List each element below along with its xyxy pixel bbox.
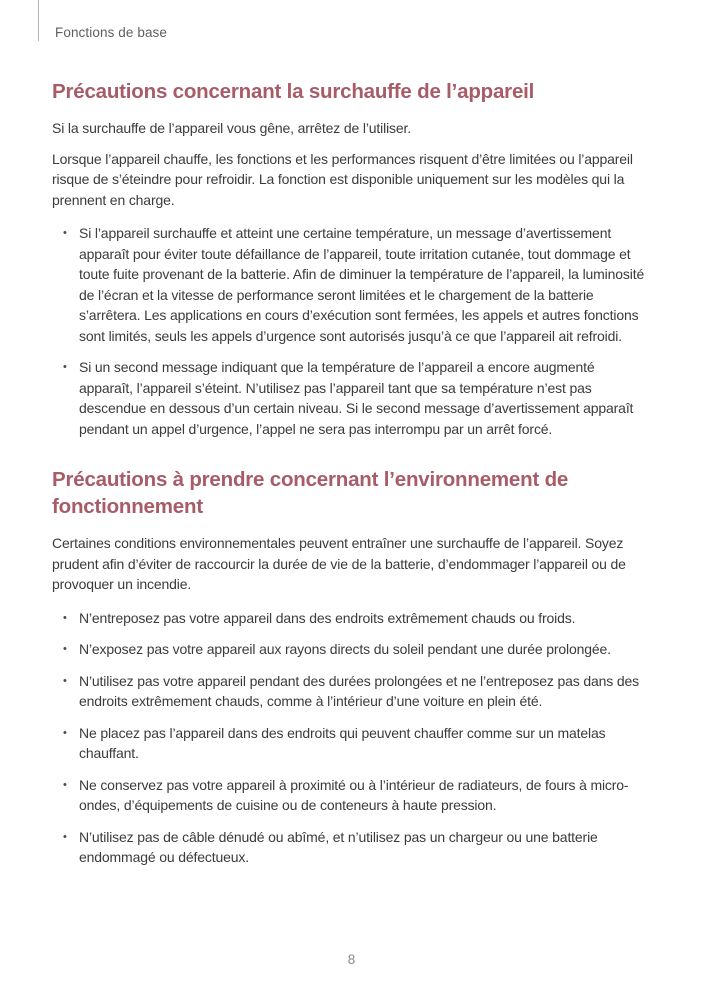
paragraph: Certaines conditions environnementales peuvent entraîner une surchauffe de l’appareil. Soyez prudent afin d’éviter de raccourcir la durée de vie de la batterie, d’endommager l’appareil ou de provoquer un incendie. bbox=[52, 535, 626, 592]
bullet-list-overheating bbox=[52, 223, 652, 439]
paragraph: Si la surchauffe de l’appareil vous gêne, arrêtez de l’utiliser. bbox=[52, 120, 412, 136]
bullet-item: • Ne placez pas l’appareil dans des endroits qui peuvent chauffer comme sur un matelas chauffant. bbox=[62, 723, 652, 764]
section-title-environment: Précautions à prendre concernant l’environnement de fonctionnement bbox=[52, 468, 569, 518]
bullet-item: • N’utilisez pas votre appareil pendant des durées prolongées et ne l’entreposez pas dans des endroits extrêmement chauds, comme à l’intérieur d’une voiture en plein été. bbox=[62, 671, 652, 712]
bullet-item: • Ne conservez pas votre appareil à proximité ou à l’intérieur de radiateurs, de fours à micro-ondes, d’équipements de cuisine ou de conteneurs à haute pression. bbox=[62, 775, 652, 816]
page-number: 8 bbox=[347, 952, 356, 967]
section-title-overheating: Précautions concernant la surchauffe de l’appareil bbox=[52, 80, 535, 103]
bullet-item: • N’exposez pas votre appareil aux rayons directs du soleil pendant une durée prolongée. bbox=[62, 639, 652, 660]
paragraph: Lorsque l’appareil chauffe, les fonctions et les performances risquent d’être limitées ou l’appareil risque de s’éteindre pour refroidir. La fonction est disponible uniquement sur les modèles qui la prennent en charge. bbox=[52, 150, 633, 208]
bullet-list-environment bbox=[52, 608, 652, 868]
page-content bbox=[52, 78, 652, 868]
bullet-item: • N’entreposez pas votre appareil dans des endroits extrêmement chauds ou froids. bbox=[62, 608, 652, 629]
bullet-item: • Si un second message indiquant que la température de l’appareil a encore augmenté apparaît, l’appareil s’éteint. N’utilisez pas l’appareil tant que sa température n’est pas descendue en dessous d’un certain niveau. Si le second message d’avertissement apparaît pendant un appel d’urgence, l’appel ne sera pas interrompu par un arrêt forcé. bbox=[62, 357, 652, 439]
bullet-item: • Si l’appareil surchauffe et atteint une certaine température, un message d’avertissement apparaît pour éviter toute défaillance de l’appareil, toute irritation cutanée, tout dommage et toute fuite provenant de la batterie. Afin de diminuer la température de l’appareil, la luminosité de l’écran et la vitesse de performance seront limitées et le chargement de la batterie s’arrêtera. Les applications en cours d’exécution sont fermées, les appels et autres fonctions sont limités, seuls les appels d’urgence sont autorisés jusqu’à ce que l’appareil ait refroidi. bbox=[62, 223, 652, 346]
chapter-title: Fonctions de base bbox=[55, 25, 168, 40]
bullet-item: • N’utilisez pas de câble dénudé ou abîmé, et n’utilisez pas un chargeur ou une batterie endommagé ou défectueux. bbox=[62, 827, 652, 868]
header-rule bbox=[38, 0, 39, 41]
